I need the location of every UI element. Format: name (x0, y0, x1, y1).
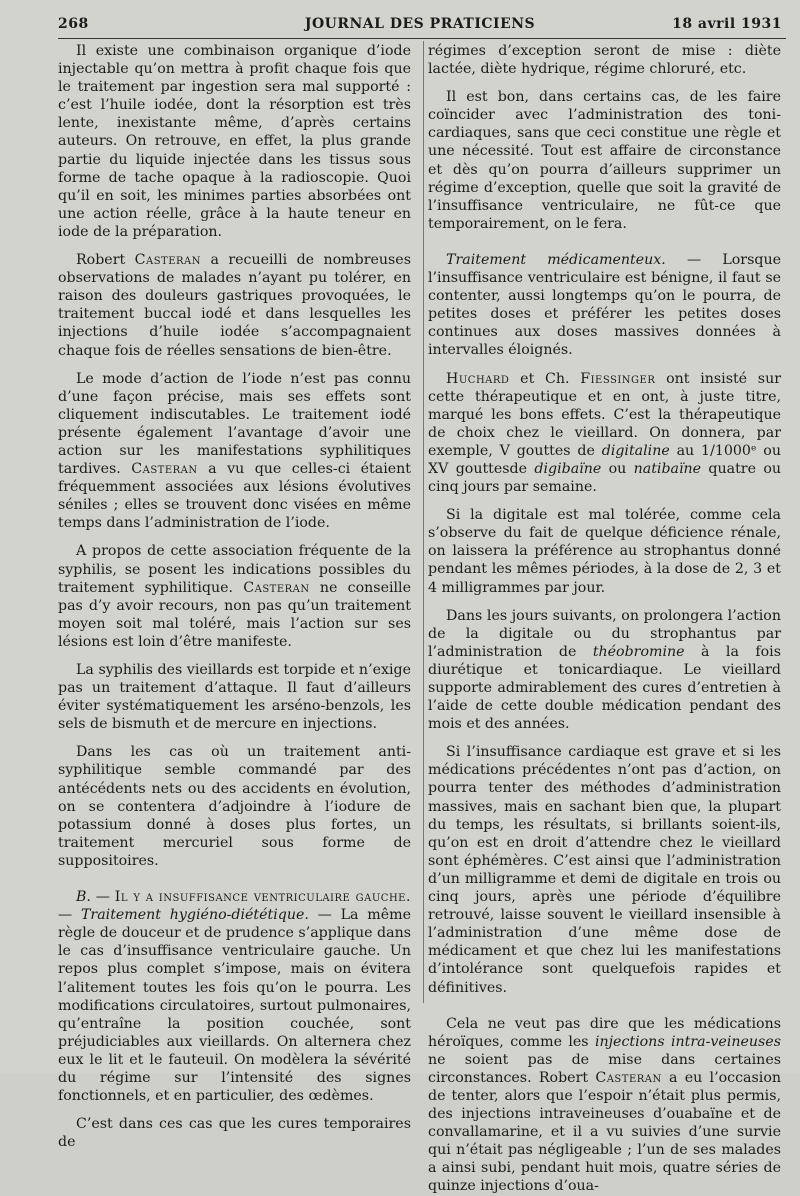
drug-name: théobromine (592, 643, 685, 660)
paragraph: Dans les jours suivants, on prolongera l’action de la digitale ou du strophantus par l’administration de théobromine à la fois diurétique et tonicardiaque. Le vieillard supporte admirablement des cures d’entretien à l’aide de cette double médication pendant des mois et des années. (428, 607, 781, 733)
paragraph: Cela ne veut pas dire que les médications héroïques, comme les injections intra-veineuses ne soient pas de mise dans certaines circonstances. Robert Casteran a eu l’occasion de tenter, alors que l’espoir n’était plus permis, des injections intraveineuses d’ouabaïne et de convallamarine, et il a vu suivies d’une survie qui n’était pas négligeable ; l’un de ses malades a ainsi subi, pendant huit mois, quatre séries de quinze injections d’oua- (428, 1015, 781, 1195)
author-name: Casteran (131, 461, 198, 478)
drug-name: natibaïne (633, 460, 702, 477)
journal-title: JOURNAL DES PRATICIENS (304, 16, 536, 32)
section-subheading: Traitement hygiéno-diététique. (80, 907, 309, 924)
paragraph: Si l’insuffisance cardiaque est grave et si les médications précédentes n’ont pas d’action, on pourra tenter des méthodes d’administration massives, mais en sachant bien que, la plupart du temps, les résultats, si brillants soient-ils, qu’on est en droit d’attendre chez le vieillard sont éphémères. C’est ainsi que l’administration d’un milligramme et demi de digitale en trois ou cinq jours, après une période d’équilibre retrouvé, laisse souvent le vieillard insensible à l’administration d’une même dose de médicament et que chez lui les manifestations d’intolérance sont quelquefois rapides et définitives. (428, 744, 781, 996)
left-column (58, 42, 411, 1151)
page-header (58, 16, 782, 36)
paragraph: Robert Casteran a recueilli de nombreuses observations de malades n’ayant pu tolérer, en raison des douleurs gastriques provoquées, le traitement buccal iodé et dans lesquelles les injections d’huile iodée s’accompagnaient chaque fois de réelles sensations de bien-être. (58, 252, 411, 359)
paragraph: Le mode d’action de l’iode n’est pas connu d’une façon précise, mais ses effets sont cliquement indiscutables. Le traitement iodé présente également l’avantage d’avoir une action sur les manifestations syphilitiques tardives. Casteran a vu que celles-ci étaient fréquemment associées aux lésions évolutives séniles ; elles se trouvent donc visées en même temps dans l’administration de l’iode. (58, 370, 411, 532)
drug-name: digitaline (601, 442, 670, 459)
right-column (428, 42, 781, 1196)
paragraph: Il est bon, dans certains cas, de les faire coïncider avec l’administration des toni-cardiaques, sans que ceci constitue une règle et une nécessité. Tout est affaire de circonstance et dès qu’on pourra d’ailleurs supprimer un régime d’exception, quelle que soit la gravité de l’insuffisance ventriculaire, ne fût-ce que temporairement, on le fera. (428, 89, 781, 232)
drug-name: digibaïne (534, 460, 602, 477)
paragraph: A propos de cette association fréquente de la syphilis, se posent les indications possibles du traitement syphilitique. Casteran ne conseille pas d’y avoir recours, non pas qu’un traitement moyen soit mal toléré, mais l’action sur ses lésions est loin d’être manifeste. (58, 543, 411, 650)
author-name: Huchard (446, 370, 510, 387)
paragraph: C’est dans ces cas que les cures temporaires de (58, 1116, 411, 1151)
section-heading: Il y a insuffisance ventriculaire gauche. (114, 889, 411, 906)
author-name: Casteran (134, 252, 202, 269)
author-name: Casteran (595, 1069, 662, 1086)
paragraph: régimes d’exception seront de mise : diète lactée, diète hydrique, régime chloruré, etc. (428, 43, 781, 78)
paragraph: Il existe une combinaison organique d’iode injectable qu’on mettra à profit chaque fois que le traitement par ingestion sera mal supporté : c’est l’huile iodée, dont la résorption est très lente, inexistante même, d’après certains auteurs. On retrouve, en effet, la plus grande partie du liquide injectée dans les tissus sous forme de tache opaque à la radioscopie. Quoi qu’il en soit, les minimes parties absorbées ont une action réelle, grâce à la haute teneur en iode de la préparation. (58, 43, 411, 240)
column-divider (423, 41, 424, 1003)
page-number: 268 (58, 16, 89, 32)
paragraph: La syphilis des vieillards est torpide et n’exige pas un traitement d’attaque. Il faut d’ailleurs éviter systématiquement les arséno-benzols, les sels de bismuth et de mercure en injections. (58, 662, 411, 733)
subsection-heading: Traitement médicamenteux. (446, 251, 666, 268)
paragraph: Dans les cas où un traitement anti-syphilitique semble commandé par des antécédents nets ou des accidents en évolution, on se contentera d’adjoindre à l’iodure de potassium donné à doses plus fortes, un traitement mercuriel sous forme de suppositoires. (58, 744, 411, 869)
author-name: Fiessinger (580, 370, 656, 387)
author-name: Casteran (243, 579, 310, 596)
section-label: B. (76, 889, 91, 906)
treatment-term: injections intra-veineuses (594, 1033, 781, 1050)
header-rule (58, 38, 786, 39)
paragraph: Si la digitale est mal tolérée, comme cela s’observe du fait de quelque déficience rénale, on laissera la préférence au strophantus donné pendant les mêmes périodes, à la dose de 2, 3 et 4 milligrammes par jour. (428, 507, 781, 596)
paragraph: Huchard et Ch. Fiessinger ont insisté sur cette thérapeutique et en ont, à juste titre, marqué les bons effets. C’est la thérapeutique de choix chez le vieillard. On donnera, par exemple, V gouttes de digitaline au 1/1000ᵉ ou XV gouttesde digibaïne ou natibaïne quatre ou cinq jours par semaine. (428, 370, 782, 496)
paragraph: Traitement médicamenteux. — Lorsque l’insuffisance ventriculaire est bénigne, il faut se contenter, aussi longtemps qu’on le pourra, de petites doses et préférer les petites doses continues aux doses massives données à intervalles éloignés. (428, 251, 781, 359)
issue-date: 18 avril 1931 (672, 16, 782, 32)
section-b: B. — Il y a insuffisance ventriculaire gauche. — Traitement hygiéno-diététique. — La même règle de douceur et de prudence s’applique dans le cas d’insuffisance ventriculaire gauche. Un repos plus complet s’impose, mais on évitera l’alitement toutes les fois qu’on le pourra. Les modifications circulatoires, surtout pulmonaires, qu’entraîne la position couchée, sont préjudiciables aux vieillards. On alternera chez eux le lit et le fauteuil. On modèlera la sévérité du régime sur l’intensité des signes fonctionnels, et en particulier, des œdèmes. (58, 889, 411, 1105)
